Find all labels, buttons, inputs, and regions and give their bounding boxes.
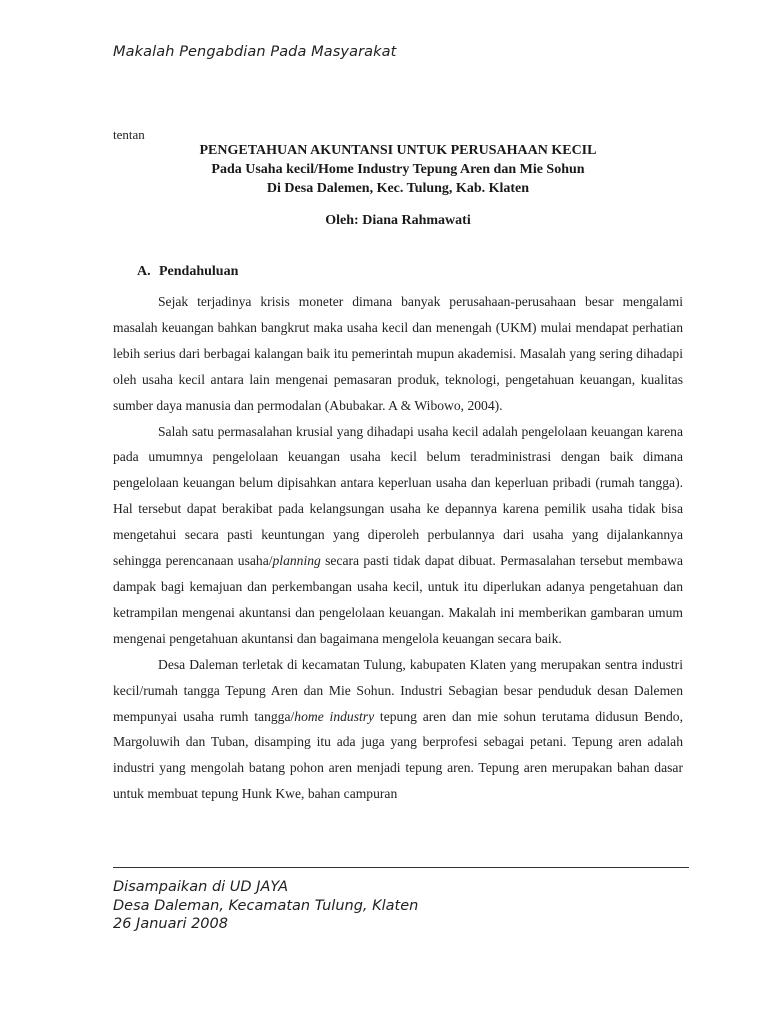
title-line-1: PENGETAHUAN AKUNTANSI UNTUK PERUSAHAAN KECIL — [199, 143, 597, 158]
title-line-2: Pada Usaha kecil/Home Industry Tepung Aren dan Mie Sohun — [211, 162, 585, 177]
title-prefix: tentan — [113, 127, 145, 142]
paragraph-1: Sejak terjadinya krisis moneter dimana banyak perusahaan-perusahaan besar mengalami masalah keuangan bahkan bangkrut maka usaha kecil dan menengah (UKM) mulai mendapat perhatian lebih serius dari berbagai kalangan baik itu pemerintah mupun akademisi. Masalah yang sering dihadapi oleh usaha kecil antara lain mengenai pemasaran produk, teknologi, pengetahuan keuangan, kualitas sumber daya manusia dan permodalan (Abubakar. A & Wibowo, 2004). — [113, 294, 683, 413]
running-header: Makalah Pengabdian Pada Masyarakat — [113, 44, 397, 60]
paragraph-2-part-b: secara pasti tidak dapat dibuat. Permasalahan tersebut membawa dampak bagi kemajuan dan perkembangan usaha kecil, untuk itu diperlukan adanya pengetahuan dan ketrampilan mengenai akuntansi dan pengelolaan keuangan. Makalah ini memberikan gambaran umum mengenai pengetahuan akuntansi dan bagaimana mengelola keuangan secara baik. — [113, 553, 683, 646]
body-text — [113, 289, 683, 807]
section-number: A. — [137, 264, 151, 279]
paragraph-3-part-a: Desa Daleman terletak di kecamatan Tulung, kabupaten Klaten yang merupakan sentra industri kecil/rumah tangga Tepung Aren dan Mie Sohun. Industri Sebagian besar penduduk desan Dalemen mempunyai usaha rumh tangga/ — [113, 656, 683, 724]
paragraph-3-part-b: tepung aren dan mie sohun terutama didusun Bendo, Margoluwih dan Tuban, disamping itu ada juga yang berprofesi sebagai petani. Tepung aren adalah industri yang mengolah batang pohon aren menjadi tepung aren. Tepung aren merupakan bahan dasar untuk membuat tepung Hunk Kwe, bahan campuran — [113, 708, 684, 802]
paragraph-2-part-a: Salah satu permasalahan krusial yang dihadapi usaha kecil adalah pengelolaan keuangan karena pada umumnya pengelolaan keuangan usaha kecil belum teradministrasi dengan baik dimana pengelolaan keuangan belum dipisahkan antara keperluan usaha dan keperluan pribadi (rumah tangga). Hal tersebut dapat berakibat pada kelangsungan usaha ke depannya karena pemilik usaha tidak bisa mengetahui secara pasti keuntungan yang diperoleh perbulannya dari usaha yang dijalankannya sehingga perencanaan usaha/ — [113, 423, 683, 569]
document-title — [113, 141, 683, 198]
section-heading — [137, 264, 238, 280]
section-title: Pendahuluan — [159, 264, 239, 279]
footer-line-2: Desa Daleman, Kecamatan Tulung, Klaten — [113, 897, 419, 914]
paragraph-3-emphasis: home industry — [294, 708, 375, 724]
footer — [113, 878, 418, 934]
paragraph-2 — [113, 419, 683, 652]
footer-divider — [113, 867, 689, 868]
paragraph-2-emphasis: planning — [272, 553, 321, 569]
paragraph-3 — [113, 652, 683, 807]
title-line-3: Di Desa Dalemen, Kec. Tulung, Kab. Klaten — [266, 181, 530, 196]
footer-line-1: Disampaikan di UD JAYA — [113, 879, 289, 895]
footer-line-3: 26 Januari 2008 — [113, 916, 228, 932]
author-line: Oleh: Diana Rahmawati — [325, 213, 471, 228]
